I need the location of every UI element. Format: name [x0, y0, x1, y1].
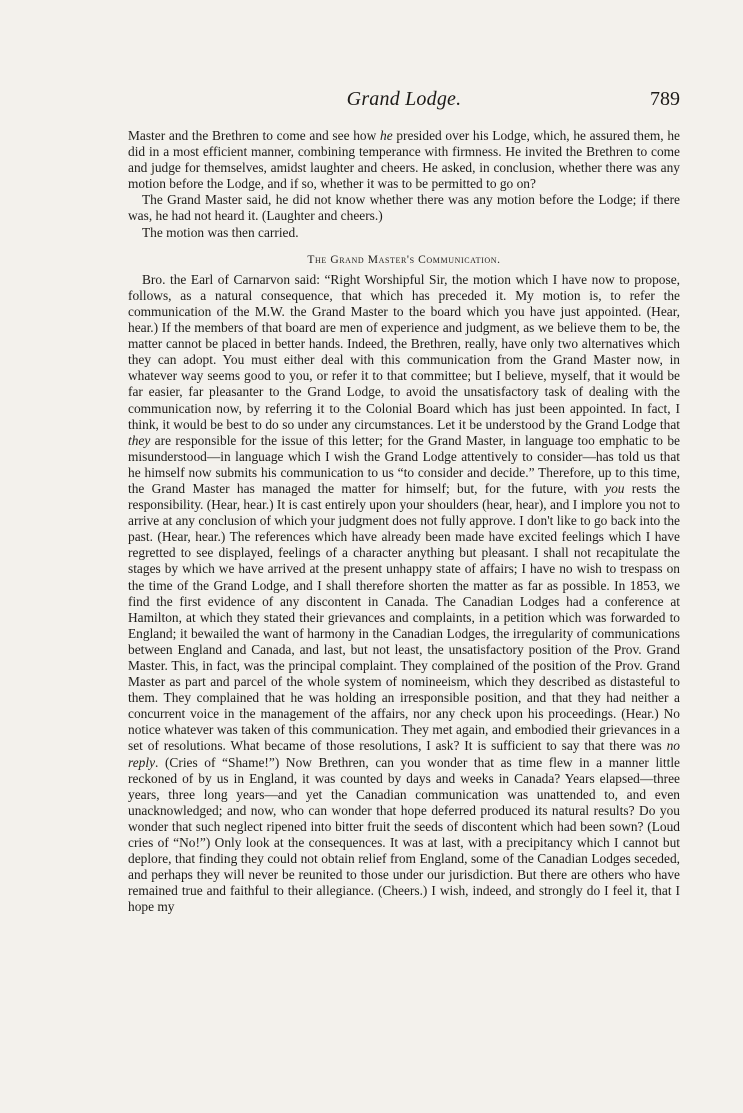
paragraph-3: The motion was then carried.: [142, 224, 299, 240]
page-number: 789: [650, 88, 680, 110]
emphasis: he: [380, 128, 393, 143]
paragraph-1: Master and the Brethren to come and see how he presided over his Lodge, which, he assured them, he did in a most efficient manner, combining temperance with firmness. He invited the Brethren to come and judge for themselves, amidst laughter and cheers. He asked, in conclusion, whether there was any motion before the Lodge, and if so, whether it was to be permitted to go on?: [128, 128, 680, 192]
paragraph-2: The Grand Master said, he did not know whether there was any motion before the Lodge; if there was, he had not heard it. (Laughter and cheers.): [128, 192, 680, 224]
paragraph-4: Bro. the Earl of Carnarvon said: “Right Worshipful Sir, the motion which I have now to propose, follows, as a natural consequence, that which has preceded it. My motion is, to refer the communication of the M.W. the Grand Master to the board which you have just appointed. (Hear, hear.) If the members of that board are men of experience and judgment, as we believe them to be, the matter cannot be placed in better hands. Indeed, the Brethren, really, have only two alternatives which they can adopt. You must either deal with this communication from the Grand Master now, in whatever way seems good to you, or refer it to that committee; but I believe, myself, that it would be far easier, far pleasanter to the Grand Lodge, to avoid the unsatisfactory task of dealing with the communication now, by referring it to the Colonial Board which has just been appointed. In fact, I think, it would be best to do so under any circumstances. Let it be understood by the Grand Lodge that they are responsible for the issue of this letter; for the Grand Master, in language too emphatic to be misunderstood—in language which I wish the Grand Lodge attentively to consider—has told us that he himself now submits his communication to us “to consider and decide.” Therefore, up to this time, the Grand Master has managed the matter for himself; but, for the future, with you rests the responsibility. (Hear, hear.) It is cast entirely upon your shoulders (hear, hear), and I implore you not to arrive at any conclusion of which your judgment does not fully approve. I don't like to go back into the past. (Hear, hear.) The references which have already been made have excited feelings which I have regretted to see displayed, feelings of a character anything but pleasant. I shall not recapitulate the stages by which we have arrived at the present unhappy state of affairs; I have no wish to trespass on the time of the Grand Lodge, and I shall therefore shorten the matter as far as possible. In 1853, we find the first evidence of any discontent in Canada. The Canadian Lodges had a conference at Hamilton, at which they stated their grievances and complaints, in a petition which was forwarded to England; it bewailed the want of harmony in the Canadian Lodges, the irregularity of communications between England and Canada, and last, but not least, the unsatisfactory position of the Prov. Grand Master. This, in fact, was the principal complaint. They complained of the position of the Prov. Grand Master as part and parcel of the whole system of nomineeism, which they described as distasteful to them. They complained that he was holding an irresponsible position, and that they had neither a concurrent voice in the management of the affairs, nor any check upon his proceedings. (Hear.) No notice whatever was taken of this communication. They met again, and embodied their grievances in a set of resolutions. What became of those resolutions, I ask? It is sufficient to say that there was no reply. (Cries of “Shame!”) Now Brethren, can you wonder that as time flew in a manner little reckoned of by us in England, it was counted by days and weeks in Canada? Years elapsed—three years, three long years—and yet the Canadian communication was unattended to, and even unacknowledged; and now, who can wonder that hope deferred produced its natural results? Do you wonder that such neglect ripened into bitter fruit the seeds of discontent which had been sown? (Loud cries of “No!”) Only look at the consequences. It was at last, with a precipitancy which I cannot but deplore, that finding they could not obtain relief from England, some of the Canadian Lodges seceded, and perhaps they will never be reunited to those under our jurisdiction. But there are others who have remained true and faithful to their allegiance. (Cheers.) I wish, indeed, and strongly do I feel it, that I hope my: [128, 271, 680, 915]
running-title: Grand Lodge.: [346, 88, 462, 110]
page-header: [128, 88, 680, 118]
emphasis: they: [128, 432, 151, 448]
section-heading: The Grand Master's Communication.: [307, 253, 501, 266]
emphasis: you: [605, 480, 625, 496]
body-text: [128, 128, 680, 916]
emphasis: no reply: [128, 738, 680, 770]
